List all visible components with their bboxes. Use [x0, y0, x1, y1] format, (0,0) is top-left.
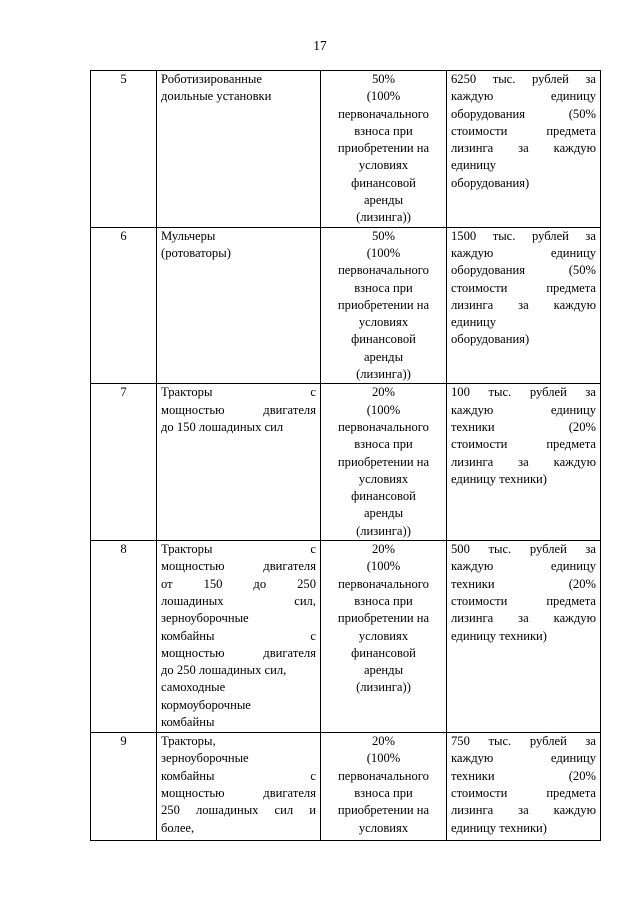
equipment-name-line: мощностью двигателя	[161, 402, 316, 417]
subsidy-share-line: аренды	[363, 663, 404, 678]
subsidy-share-line: взноса при	[354, 123, 413, 138]
subsidy-amount-line: техники (20%	[451, 576, 596, 591]
row-number: 9	[120, 734, 127, 749]
equipment-name-cell	[157, 384, 321, 541]
subsidy-amount-line: лизинга за каждую	[451, 803, 596, 818]
subsidy-share-line: финансовой	[351, 645, 416, 660]
equipment-name-line: Мульчеры	[161, 228, 216, 243]
row-number-cell	[91, 384, 157, 541]
row-number-cell	[91, 733, 157, 841]
subsidy-amount-line: стоимости предмета	[451, 593, 596, 608]
equipment-name-line: зерноуборочные	[161, 611, 249, 626]
subsidy-share-line: (100%	[366, 751, 401, 766]
subsidy-share-line: первоначального	[338, 768, 429, 783]
leasing-subsidy-table	[90, 70, 601, 841]
subsidy-amount-line: 1500 тыс. рублей за	[451, 228, 596, 243]
table-body	[91, 71, 601, 841]
equipment-name-line: до 150 лошадиных сил	[161, 419, 284, 434]
subsidy-share-line: условиях	[358, 628, 409, 643]
subsidy-amount-line: каждую единицу	[451, 751, 596, 766]
subsidy-share-line: (100%	[366, 89, 401, 104]
subsidy-amount-line: стоимости предмета	[451, 123, 596, 138]
equipment-name-line: комбайны	[161, 714, 215, 729]
subsidy-share-line: взноса при	[354, 280, 413, 295]
equipment-name-line: Тракторы,	[161, 734, 216, 749]
subsidy-amount-line: оборудования)	[451, 332, 530, 347]
subsidy-amount-line: 500 тыс. рублей за	[451, 542, 596, 557]
equipment-name-cell	[157, 227, 321, 384]
subsidy-share-cell	[321, 733, 447, 841]
subsidy-share-line: приобретении на	[337, 803, 430, 818]
subsidy-amount-cell	[447, 71, 601, 228]
equipment-name-line: лошадиных сил,	[161, 593, 316, 608]
subsidy-share-line: (100%	[366, 559, 401, 574]
equipment-name-line: мощностью двигателя	[161, 559, 316, 574]
subsidy-share-line: 20%	[371, 542, 396, 557]
table-row	[91, 733, 601, 841]
subsidy-share-line: (100%	[366, 402, 401, 417]
subsidy-amount-line: оборудования)	[451, 175, 530, 190]
subsidy-share-line: (100%	[366, 245, 401, 260]
row-number-cell	[91, 71, 157, 228]
subsidy-share-line: финансовой	[351, 332, 416, 347]
subsidy-share-line: первоначального	[338, 106, 429, 121]
subsidy-amount-cell	[447, 227, 601, 384]
subsidy-amount-line: каждую единицу	[451, 559, 596, 574]
subsidy-amount-cell	[447, 541, 601, 733]
page-number: 17	[313, 38, 327, 53]
equipment-name-line: 250 лошадиных сил и	[161, 803, 316, 818]
subsidy-share-line: 50%	[371, 228, 396, 243]
table-row	[91, 71, 601, 228]
equipment-name-line: Роботизированные	[161, 72, 262, 86]
subsidy-share-line: 50%	[371, 72, 396, 86]
equipment-name-line: до 250 лошадиных сил,	[161, 663, 287, 678]
subsidy-share-line: финансовой	[351, 175, 416, 190]
subsidy-amount-line: 6250 тыс. рублей за	[451, 72, 596, 86]
row-number-cell	[91, 227, 157, 384]
table-row	[91, 541, 601, 733]
equipment-name-line: комбайны с	[161, 768, 316, 783]
row-number: 8	[120, 542, 127, 557]
subsidy-share-line: 20%	[371, 734, 396, 749]
subsidy-amount-line: оборудования (50%	[451, 263, 596, 278]
subsidy-amount-line: единицу техники)	[451, 471, 547, 486]
equipment-name-line: мощностью двигателя	[161, 645, 316, 660]
table-row	[91, 227, 601, 384]
equipment-name-line: доильные установки	[161, 89, 272, 104]
equipment-name-line: комбайны с	[161, 628, 316, 643]
subsidy-share-line: условиях	[358, 471, 409, 486]
subsidy-amount-line: 750 тыс. рублей за	[451, 734, 596, 749]
subsidy-amount-line: оборудования (50%	[451, 106, 596, 121]
subsidy-amount-line: каждую единицу	[451, 245, 596, 260]
subsidy-share-line: условиях	[358, 315, 409, 330]
equipment-name-line: самоходные	[161, 680, 226, 695]
subsidy-share-line: взноса при	[354, 785, 413, 800]
equipment-name-line: Тракторы с	[161, 542, 316, 557]
subsidy-share-line: первоначального	[338, 419, 429, 434]
subsidy-amount-line: лизинга за каждую	[451, 297, 596, 312]
subsidy-amount-line: единицу	[451, 315, 497, 330]
subsidy-share-line: приобретении на	[337, 611, 430, 626]
subsidy-share-line: (лизинга))	[356, 523, 411, 538]
subsidy-share-line: первоначального	[338, 263, 429, 278]
subsidy-amount-line: единицу техники)	[451, 820, 547, 835]
subsidy-share-line: финансовой	[351, 489, 416, 504]
subsidy-share-line: аренды	[363, 506, 404, 521]
subsidy-share-line: (лизинга))	[356, 367, 411, 382]
row-number: 6	[120, 228, 127, 243]
subsidy-share-line: аренды	[363, 193, 404, 208]
subsidy-amount-line: лизинга за каждую	[451, 454, 596, 469]
equipment-name-line: мощностью двигателя	[161, 785, 316, 800]
subsidy-amount-line: техники (20%	[451, 419, 596, 434]
equipment-name-cell	[157, 541, 321, 733]
equipment-name-line: от 150 до 250	[161, 576, 316, 591]
subsidy-share-cell	[321, 71, 447, 228]
row-number: 5	[120, 72, 127, 86]
subsidy-share-line: условиях	[358, 820, 409, 835]
subsidy-share-cell	[321, 541, 447, 733]
subsidy-share-line: условиях	[358, 158, 409, 173]
row-number-cell	[91, 541, 157, 733]
equipment-name-cell	[157, 733, 321, 841]
subsidy-amount-line: техники (20%	[451, 768, 596, 783]
subsidy-amount-line: стоимости предмета	[451, 280, 596, 295]
equipment-name-cell	[157, 71, 321, 228]
subsidy-amount-line: единицу техники)	[451, 628, 547, 643]
subsidy-amount-line: каждую единицу	[451, 402, 596, 417]
subsidy-share-line: взноса при	[354, 437, 413, 452]
subsidy-share-line: приобретении на	[337, 454, 430, 469]
equipment-name-line: более,	[161, 820, 195, 835]
subsidy-share-cell	[321, 384, 447, 541]
equipment-name-line: кормоуборочные	[161, 697, 251, 712]
subsidy-share-line: приобретении на	[337, 297, 430, 312]
equipment-name-line: (ротоваторы)	[161, 245, 231, 260]
row-number: 7	[120, 385, 127, 400]
subsidy-amount-line: 100 тыс. рублей за	[451, 385, 596, 400]
table-row	[91, 384, 601, 541]
subsidy-amount-line: лизинга за каждую	[451, 611, 596, 626]
subsidy-share-line: аренды	[363, 349, 404, 364]
subsidy-amount-line: стоимости предмета	[451, 785, 596, 800]
subsidy-share-line: (лизинга))	[356, 210, 411, 225]
subsidy-amount-line: единицу	[451, 158, 497, 173]
subsidy-amount-line: стоимости предмета	[451, 437, 596, 452]
subsidy-amount-line: каждую единицу	[451, 89, 596, 104]
subsidy-amount-line: лизинга за каждую	[451, 141, 596, 156]
subsidy-amount-cell	[447, 384, 601, 541]
subsidy-share-line: 20%	[371, 385, 396, 400]
subsidy-share-line: первоначального	[338, 576, 429, 591]
subsidy-share-line: (лизинга))	[356, 680, 411, 695]
subsidy-share-cell	[321, 227, 447, 384]
subsidy-share-line: приобретении на	[337, 141, 430, 156]
subsidy-share-line: взноса при	[354, 593, 413, 608]
equipment-name-line: Тракторы с	[161, 385, 316, 400]
subsidy-amount-cell	[447, 733, 601, 841]
equipment-name-line: зерноуборочные	[161, 751, 249, 766]
